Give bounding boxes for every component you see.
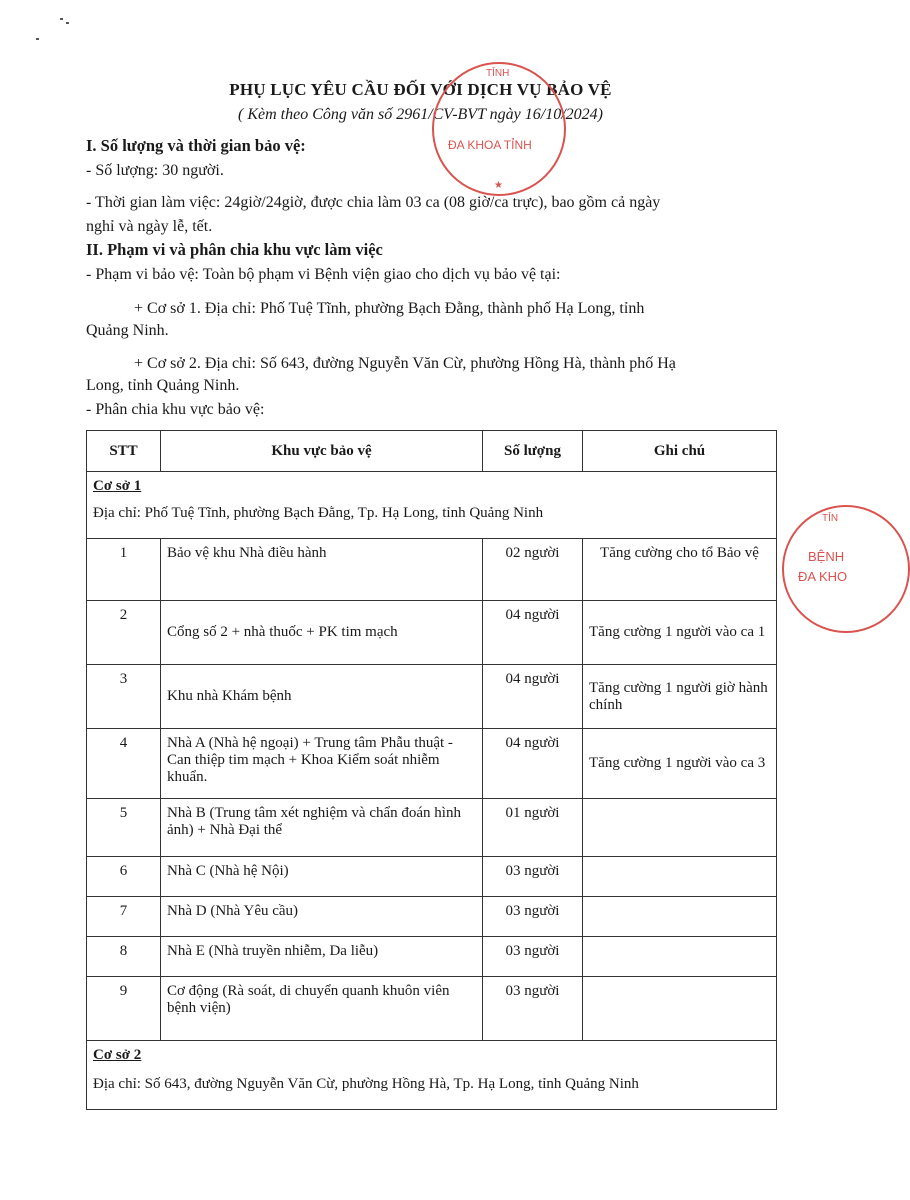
- stamp-star: ★: [494, 180, 503, 191]
- cell-area: Cổng số 2 + nhà thuốc + PK tim mạch: [161, 601, 483, 665]
- paragraph-line: nghỉ và ngày lễ, tết.: [86, 218, 213, 235]
- cell-area: Nhà E (Nhà truyền nhiễm, Da liễu): [161, 937, 483, 977]
- table-row: [87, 729, 777, 799]
- stamp-text-top: TỈN: [822, 513, 839, 524]
- cell-stt: 3: [87, 665, 161, 729]
- table-header-row: [87, 431, 777, 472]
- red-seal-stamp: [432, 62, 566, 196]
- table-row: [87, 799, 777, 857]
- cell-note: Tăng cường 1 người vào ca 1: [583, 601, 777, 665]
- paragraph-line: - Số lượng: 30 người.: [86, 162, 224, 179]
- cell-stt: 1: [87, 539, 161, 601]
- cell-area: Khu nhà Khám bệnh: [161, 665, 483, 729]
- table-row: [87, 539, 777, 601]
- stamp-text-center: BỆNH: [808, 549, 845, 564]
- cell-area: Nhà D (Nhà Yêu cầu): [161, 897, 483, 937]
- cell-stt: 2: [87, 601, 161, 665]
- stamp-text-top: TỈNH: [486, 68, 510, 79]
- cell-stt: 5: [87, 799, 161, 857]
- cell-note: [583, 937, 777, 977]
- table-row: [87, 857, 777, 897]
- cell-quantity: 04 người: [483, 665, 583, 729]
- cell-stt: 8: [87, 937, 161, 977]
- site-address: Địa chỉ: Phố Tuệ Tĩnh, phường Bạch Đằng, Tp. Hạ Long, tỉnh Quảng Ninh: [93, 505, 544, 521]
- cell-note: Tăng cường 1 người vào ca 3: [583, 729, 777, 799]
- cell-note: [583, 857, 777, 897]
- cell-area: Cơ động (Rà soát, di chuyển quanh khuôn viên bệnh viện): [161, 977, 483, 1041]
- cell-note: Tăng cường cho tổ Bảo vệ: [583, 539, 777, 601]
- cell-quantity: 01 người: [483, 799, 583, 857]
- cell-note: [583, 799, 777, 857]
- column-header-quantity: Số lượng: [483, 431, 583, 472]
- site-name: Cơ sở 1: [93, 478, 142, 494]
- cell-stt: 7: [87, 897, 161, 937]
- stamp-text-center: ĐA KHO: [798, 569, 848, 584]
- column-header-note: Ghi chú: [583, 431, 777, 472]
- column-header-area: Khu vực bảo vệ: [161, 431, 483, 472]
- paragraph-line: - Phạm vi bảo vệ: Toàn bộ phạm vi Bệnh viện giao cho dịch vụ bảo vệ tại:: [86, 266, 561, 283]
- site-address: Địa chỉ: Số 643, đường Nguyễn Văn Cừ, phường Hồng Hà, Tp. Hạ Long, tỉnh Quảng Ninh: [93, 1076, 639, 1092]
- scan-speck: [66, 22, 69, 24]
- cell-quantity: 03 người: [483, 897, 583, 937]
- cell-area: Nhà A (Nhà hệ ngoại) + Trung tâm Phẫu thuật - Can thiệp tim mạch + Khoa Kiểm soát nhiễm khuẩn.: [161, 729, 483, 799]
- section-heading: I. Số lượng và thời gian bảo vệ:: [86, 136, 306, 155]
- paragraph-line: + Cơ sở 2. Địa chỉ: Số 643, đường Nguyễn Văn Cừ, phường Hồng Hà, thành phố Hạ: [134, 355, 676, 372]
- cell-quantity: 04 người: [483, 729, 583, 799]
- table-row: [87, 897, 777, 937]
- paragraph-line: - Thời gian làm việc: 24giờ/24giờ, được chia làm 03 ca (08 giờ/ca trực), bao gồm cả ngày: [86, 194, 661, 211]
- cell-area: Bảo vệ khu Nhà điều hành: [161, 539, 483, 601]
- table-row: [87, 977, 777, 1041]
- cell-quantity: 04 người: [483, 601, 583, 665]
- paragraph-line: Quảng Ninh.: [86, 322, 169, 339]
- security-area-table: [86, 430, 777, 1110]
- paragraph-line: Long, tỉnh Quảng Ninh.: [86, 377, 240, 394]
- cell-stt: 6: [87, 857, 161, 897]
- cell-note: [583, 897, 777, 937]
- cell-quantity: 03 người: [483, 977, 583, 1041]
- scan-speck: [36, 38, 39, 40]
- red-seal-stamp-side: [782, 505, 910, 633]
- section-heading: II. Phạm vi và phân chia khu vực làm việc: [86, 240, 383, 259]
- stamp-text-center: ĐA KHOA TỈNH: [448, 138, 532, 152]
- document-subtitle: ( Kèm theo Công văn số 2961/CV-BVT ngày 16/10/2024): [237, 106, 603, 123]
- site-row: [87, 472, 777, 539]
- table-row: [87, 665, 777, 729]
- cell-quantity: 03 người: [483, 937, 583, 977]
- cell-note: [583, 977, 777, 1041]
- paragraph-line: - Phân chia khu vực bảo vệ:: [86, 401, 265, 418]
- paragraph-line: + Cơ sở 1. Địa chỉ: Phố Tuệ Tĩnh, phường Bạch Đằng, thành phố Hạ Long, tỉnh: [134, 300, 645, 317]
- column-header-stt: STT: [87, 431, 161, 472]
- cell-area: Nhà B (Trung tâm xét nghiệm và chẩn đoán hình ảnh) + Nhà Đại thể: [161, 799, 483, 857]
- cell-stt: 9: [87, 977, 161, 1041]
- table-row: [87, 937, 777, 977]
- cell-stt: 4: [87, 729, 161, 799]
- cell-note: Tăng cường 1 người giờ hành chính: [583, 665, 777, 729]
- cell-quantity: 03 người: [483, 857, 583, 897]
- site-row: [87, 1041, 777, 1110]
- scan-speck: [60, 18, 63, 20]
- document-title: PHỤ LỤC YÊU CẦU ĐỐI VỚI DỊCH VỤ BẢO VỆ: [229, 80, 612, 99]
- table-row: [87, 601, 777, 665]
- site-name: Cơ sở 2: [93, 1047, 142, 1063]
- cell-quantity: 02 người: [483, 539, 583, 601]
- cell-area: Nhà C (Nhà hệ Nội): [161, 857, 483, 897]
